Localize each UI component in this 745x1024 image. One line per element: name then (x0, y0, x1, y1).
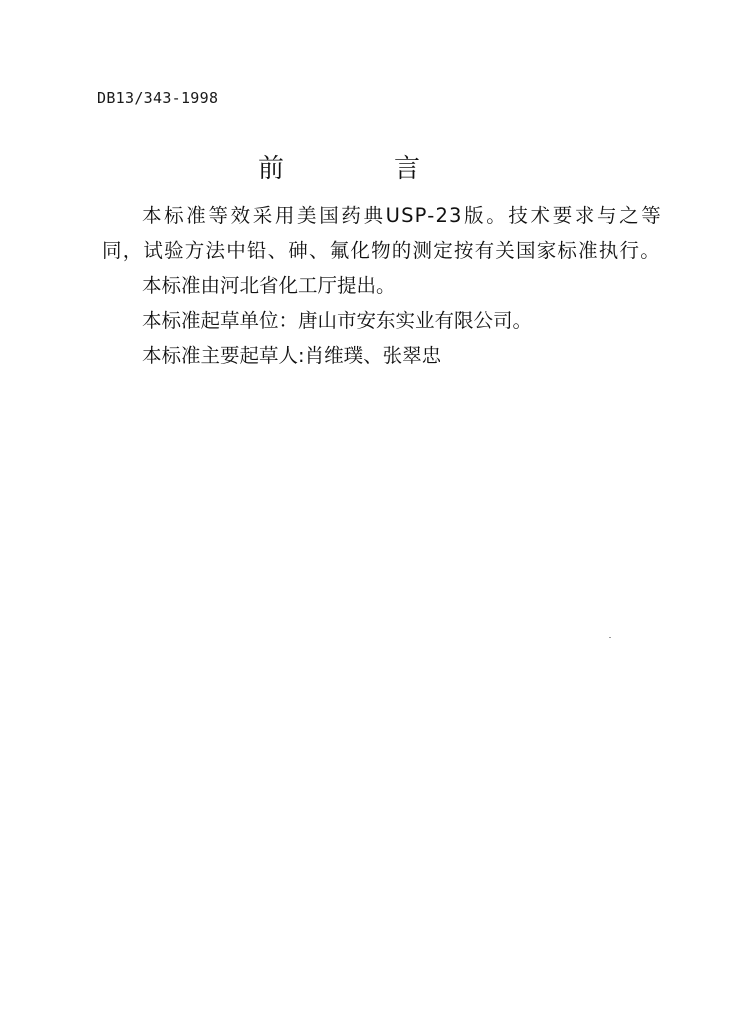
standard-code: DB13/343-1998 (97, 89, 219, 107)
title-char-1: 前 (258, 154, 285, 184)
foreword-body (102, 198, 662, 373)
page-title (0, 148, 745, 184)
title-char-2: 言 (394, 154, 421, 184)
scan-speck (609, 637, 611, 638)
paragraph-proposer: 本标准由河北省化工厅提出。 (142, 274, 396, 297)
paragraph-adoption: 本标准等效采用美国药典USP-23版。技术要求与之等同，试验方法中铅、砷、氟化物的测定按有关国家标准执行。 (102, 204, 662, 262)
paragraph-drafters: 本标准主要起草人:肖维璞、张翠忠 (142, 344, 442, 367)
paragraph-drafting-unit: 本标准起草单位：唐山市安东实业有限公司。 (142, 309, 533, 332)
